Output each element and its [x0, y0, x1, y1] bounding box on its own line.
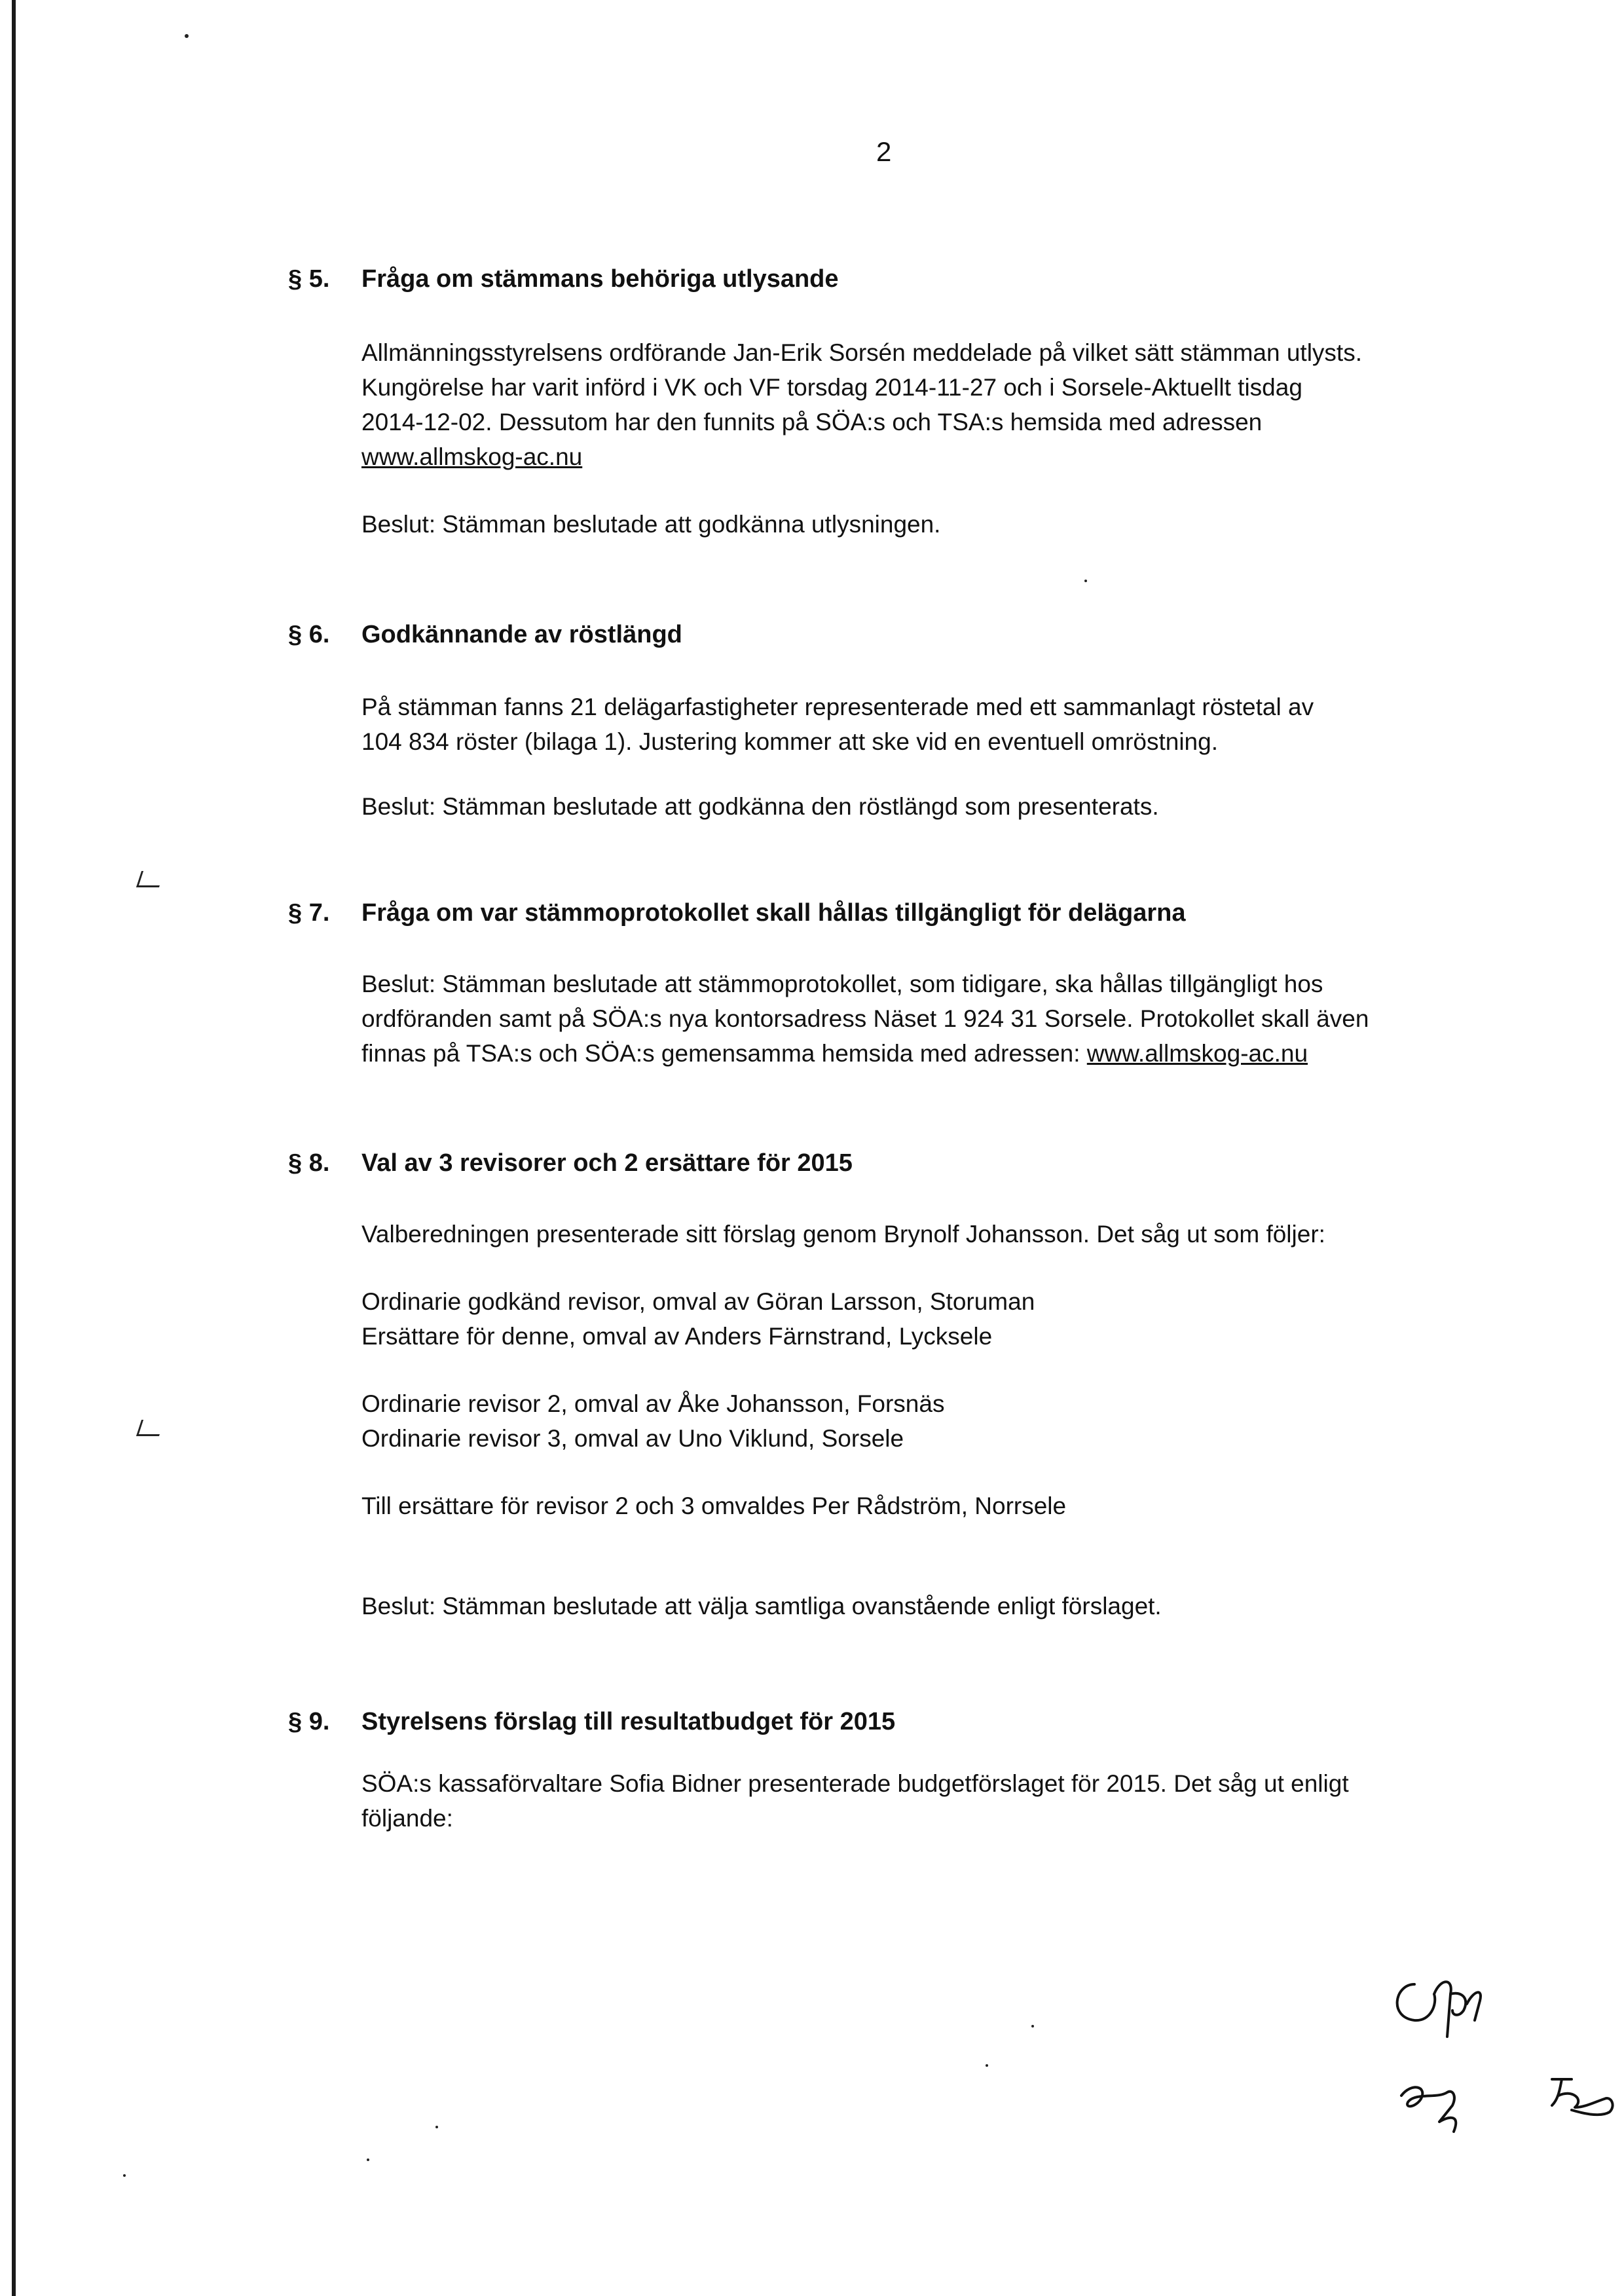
section-number: § 9. — [288, 1708, 330, 1735]
scan-speck — [185, 34, 189, 38]
page-number: 2 — [876, 136, 892, 167]
section-heading — [288, 619, 1511, 650]
scan-edge-border — [12, 0, 16, 2296]
website-link[interactable]: www.allmskog-ac.nu — [361, 443, 583, 470]
signature-1 — [1397, 1982, 1481, 2037]
paragraph: Valberedningen presenterade sitt förslag genom Brynolf Johansson. Det såg ut som följer: — [361, 1221, 1325, 1248]
margin-check-mark — [136, 1420, 164, 1436]
paragraph: På stämman fanns 21 delägarfastigheter representerade med ett sammanlagt röstetal av 104 834 röster (bilaga 1). Justering kommer att ske vid en eventuell omröstning. — [361, 694, 1314, 755]
decision-body: Beslut: Stämman beslutade att stämmoprotokollet, som tidigare, ska hållas tillgängligt hos ordföranden samt på SÖA:s nya kontorsadress Näset 1 924 31 Sorsele. Protokollet skall även finnas på TSA:s och SÖA:s gemensamma hemsida med adressen: — [361, 971, 1369, 1067]
paragraph: Till ersättare för revisor 2 och 3 omvaldes Per Rådström, Norrsele — [361, 1492, 1067, 1519]
section-title: Styrelsens förslag till resultatbudget för 2015 — [361, 1708, 896, 1735]
section-heading — [288, 897, 1511, 929]
signature-initials — [1375, 1958, 1624, 2168]
signature-2 — [1401, 2087, 1456, 2132]
section-9 — [267, 1706, 1511, 1836]
decision-text — [361, 967, 1511, 1071]
section-number: § 7. — [288, 899, 330, 927]
paragraph: Allmänningsstyrelsens ordförande Jan-Erik Sorsén meddelade på vilket sätt stämman utlysts. Kungörelse har varit införd i VK och VF torsdag 2014-11-27 och i Sorsele-Aktuellt tisdag 2014-12-02. Dessutom har den funnits på SÖA:s och TSA:s hemsida med adressen — [361, 339, 1362, 435]
paragraph: SÖA:s kassaförvaltare Sofia Bidner presenterade budgetförslaget för 2015. Det såg ut enligt följande: — [361, 1770, 1349, 1832]
margin-check-mark — [136, 871, 164, 887]
section-title: Godkännande av röstlängd — [361, 621, 682, 648]
section-heading — [288, 1706, 1511, 1737]
paragraph: Ordinarie godkänd revisor, omval av Göran Larsson, Storuman Ersättare för denne, omval av Anders Färnstrand, Lycksele — [361, 1288, 1035, 1350]
section-number: § 6. — [288, 621, 330, 648]
section-heading — [288, 263, 1511, 295]
section-5 — [267, 263, 1511, 542]
section-number: § 5. — [288, 265, 330, 293]
section-heading — [288, 1147, 1511, 1179]
section-6 — [267, 619, 1511, 824]
section-number: § 8. — [288, 1149, 330, 1177]
scan-speck — [1084, 580, 1087, 582]
section-title: Fråga om var stämmoprotokollet skall hållas tillgängligt för delägarna — [361, 899, 1186, 927]
scan-speck — [986, 2064, 988, 2067]
scan-speck — [367, 2158, 369, 2161]
section-title: Val av 3 revisorer och 2 ersättare för 2015 — [361, 1149, 853, 1177]
signature-3 — [1552, 2079, 1613, 2115]
website-link[interactable]: www.allmskog-ac.nu — [1086, 1040, 1308, 1067]
section-8 — [267, 1147, 1511, 1623]
decision-text: Beslut: Stämman beslutade att godkänna utlysningen. — [361, 511, 941, 538]
decision-text: Beslut: Stämman beslutade att välja samtliga ovanstående enligt förslaget. — [361, 1593, 1162, 1620]
section-title: Fråga om stämmans behöriga utlysande — [361, 265, 839, 293]
paragraph: Ordinarie revisor 2, omval av Åke Johansson, Forsnäs Ordinarie revisor 3, omval av Uno Viklund, Sorsele — [361, 1390, 945, 1452]
scan-speck — [123, 2174, 126, 2177]
scan-speck — [435, 2126, 438, 2128]
scan-speck — [1031, 2025, 1034, 2028]
section-7 — [267, 897, 1511, 1071]
decision-text: Beslut: Stämman beslutade att godkänna den röstlängd som presenterats. — [361, 793, 1159, 820]
